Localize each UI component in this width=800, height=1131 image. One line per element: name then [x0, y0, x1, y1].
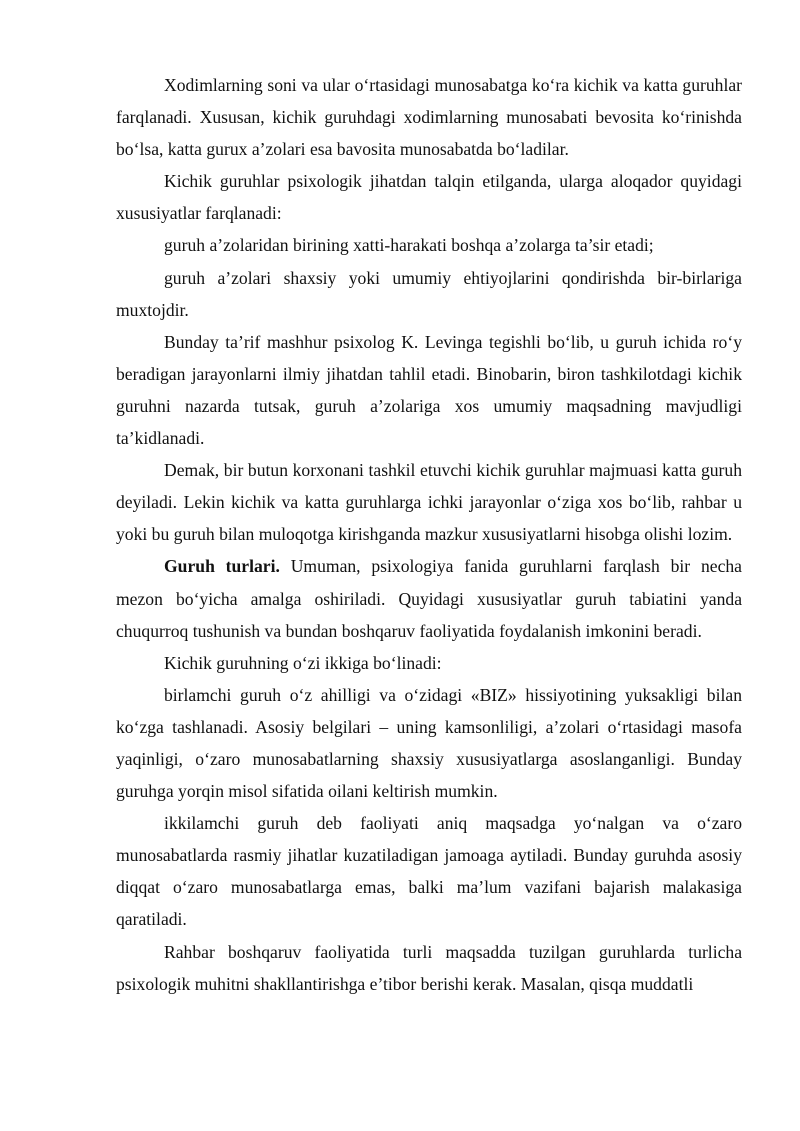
paragraph: Demak, bir butun korxonani tashkil etuvchi kichik guruhlar majmuasi katta guruh deyiladi. Lekin kichik va katta guruhlarga ichki jarayonlar o‘ziga xos bo‘lib, rahbar u yoki bu guruh bilan muloqotga kirishganda mazkur xususiyatlarni hisobga olishi lozim.: [116, 460, 742, 545]
paragraph: guruh a’zolaridan birining xatti-harakati boshqa a’zolarga ta’sir etadi;: [164, 235, 654, 256]
paragraph: [116, 550, 742, 646]
paragraph: Kichik guruhning o‘zi ikkiga bo‘linadi:: [164, 652, 442, 673]
document-page: [116, 69, 742, 1000]
paragraph: guruh a’zolari shaxsiy yoki umumiy ehtiyojlarini qondirishda bir-birlariga muxtojdir.: [116, 267, 742, 320]
paragraph: ikkilamchi guruh deb faoliyati aniq maqsadga yo‘nalgan va o‘zaro munosabatlarda rasmiy jihatlar kuzatiladigan jamoaga aytiladi. Bunday guruhda asosiy diqqat o‘zaro munosabatlarga emas, balki ma’lum vazifani bajarish malakasiga qaratiladi.: [116, 813, 742, 930]
paragraph-text: Umuman, psixologiya fanida guruhlarni farqlash bir necha mezon bo‘yicha amalga oshiriladi. Quyidagi xususiyatlar guruh tabiatini yanda chuqurroq tushunish va bundan boshqaruv faoliyatida foydalanish imkonini beradi.: [116, 556, 742, 641]
paragraph: birlamchi guruh o‘z ahilligi va o‘zidagi «BIZ» hissiyotining yuksakligi bilan ko‘zga tashlanadi. Asosiy belgilari – uning kamsonliligi, a’zolari o‘rtasidagi masofa yaqinligi, o‘zaro munosabatlarning shaxsiy xususiyatlarga asoslanganligi. Bunday guruhga yorqin misol sifatida oilani keltirish mumkin.: [116, 684, 742, 802]
paragraph: Rahbar boshqaruv faoliyatida turli maqsadda tuzilgan guruhlarda turlicha psixologik muhitni shakllantirishga e’tibor berishi kerak. Masalan, qisqa muddatli: [116, 941, 742, 994]
paragraph: Xodimlarning soni va ular o‘rtasidagi munosabatga ko‘ra kichik va katta guruhlar farqlanadi. Xususan, kichik guruhdagi xodimlarning munosabati bevosita ko‘rinishda bo‘lsa, katta gurux a’zolari esa bavosita munosabatda bo‘ladilar.: [116, 75, 742, 160]
section-heading: Guruh turlari.: [164, 556, 280, 577]
paragraph: Kichik guruhlar psixologik jihatdan talqin etilganda, ularga aloqador quyidagi xususiyatlar farqlanadi:: [116, 171, 742, 224]
paragraph: Bunday ta’rif mashhur psixolog K. Levinga tegishli bo‘lib, u guruh ichida ro‘y beradigan jarayonlarni ilmiy jihatdan tahlil etadi. Binobarin, biron tashkilotdagi kichik guruhni nazarda tutsak, guruh a’zolariga xos umumiy maqsadning mavjudligi ta’kidlanadi.: [116, 331, 742, 449]
